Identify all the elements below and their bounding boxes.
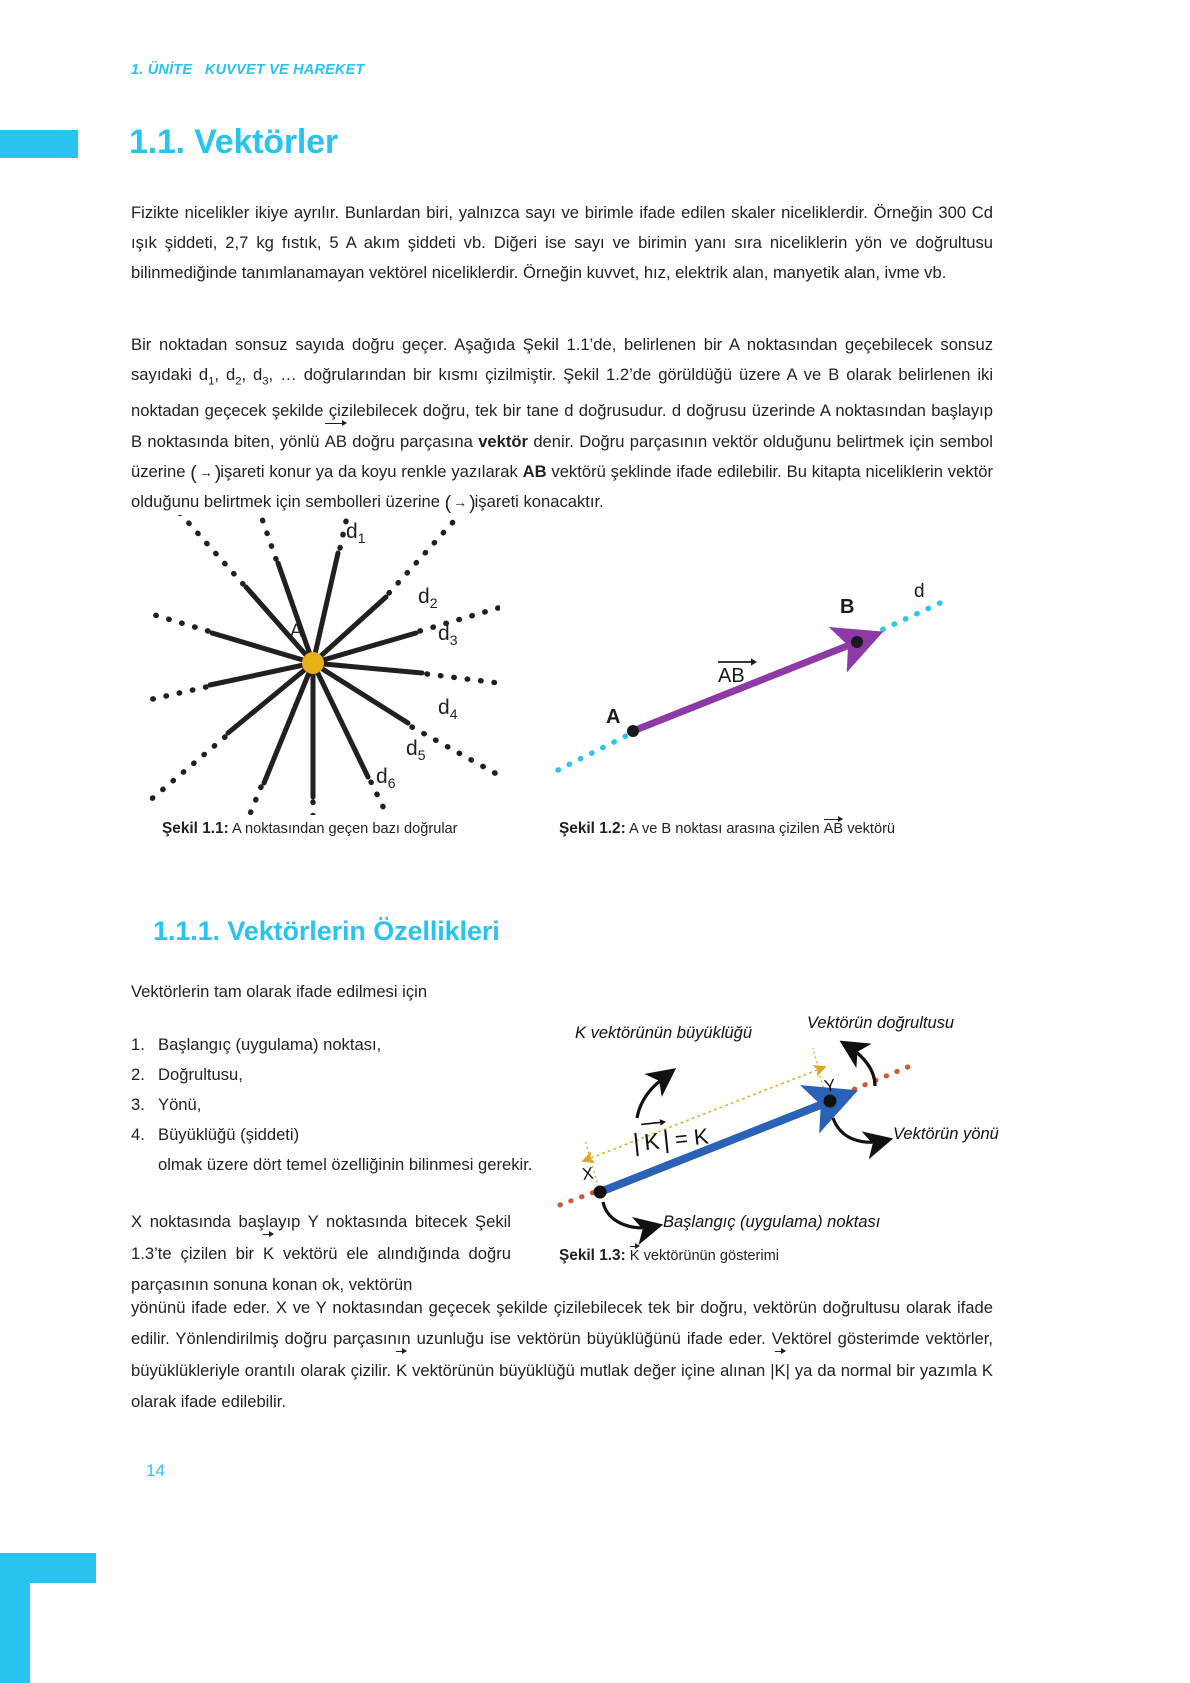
vector-k-inline-3: K: [775, 1354, 786, 1386]
page-title: 1.1. Vektörler: [129, 123, 338, 161]
list-item-label: Büyüklüğü (şiddeti): [158, 1125, 300, 1144]
fig3-origin-label: Başlangıç (uygulama) noktası: [663, 1213, 881, 1231]
point-a-marker: [302, 652, 324, 674]
fig2-vector-arrow: [633, 644, 852, 731]
fig3-sense-leader-arrow: [833, 1118, 887, 1142]
fig2-caption-label: Şekil 1.2:: [559, 820, 626, 837]
fig3-caption-text: vektörünün gösterimi: [639, 1248, 780, 1264]
fig3-magnitude-expr-tail: = K: [673, 1123, 710, 1152]
fig3-point-x-label: X: [580, 1163, 595, 1184]
list-item-number: 2.: [131, 1065, 145, 1084]
list-item-number: 4.: [131, 1125, 145, 1144]
p2-bold-ab: AB: [522, 462, 547, 482]
fig1-label-d6-sub: 6: [387, 775, 396, 791]
figure-1-1-lines-through-point: [150, 515, 500, 815]
page-number: 14: [146, 1461, 165, 1480]
p5-segment-3: ya da normal bir yazımla K olarak ifade edilebilir.: [131, 1361, 994, 1411]
arrow-symbol-glyph-2: ( → ): [444, 492, 475, 515]
fig3-direction-label: Vektörün doğrultusu: [807, 1014, 955, 1032]
list-item-number: 1.: [131, 1035, 145, 1054]
vector-k-absolute-value: |K|: [770, 1361, 790, 1380]
p2-segment-9: işareti konacaktır.: [474, 492, 604, 512]
p5-segment-1: yönünü ifade eder. X ve Y noktasından geçecek şekilde çizilebilecek tek bir doğru, vektörün doğrultusu olarak ifade edilir. Yönlendirilmiş doğru parçasının uzunluğu ise vektörün büyüklüğünü ifade eder. Vektörel gösterimde vektörler, büyüklükleriyle orantılı olarak çizilir.: [131, 1298, 993, 1380]
p2-segment-5: doğru parçasına: [346, 432, 479, 452]
fig3-point-y-marker: [824, 1095, 837, 1108]
p2-segment-2: , d: [214, 365, 236, 384]
list-continuation-text: olmak üzere dört temel özelliğinin bilinmesi gerekir.: [158, 1155, 533, 1174]
vector-k-inline-1: K: [263, 1237, 274, 1269]
fig2-caption-text-a: A ve B noktası arasına çizilen: [625, 821, 824, 837]
fig2-caption-vector-ab: AB: [823, 821, 844, 837]
vector-k-paragraph-full: [131, 1292, 993, 1417]
fig1-point-a-label: A: [290, 621, 303, 642]
fig3-point-x-marker: [594, 1186, 607, 1199]
fig3-caption-label: Şekil 1.3:: [559, 1247, 626, 1264]
fig2-point-b-label: B: [840, 596, 855, 618]
svg-text:|: |: [661, 1125, 671, 1155]
figure-1-1-caption: [162, 820, 458, 838]
figure-1-2-vector-ab: [530, 565, 970, 795]
figure-1-3-caption: [559, 1247, 779, 1265]
fig1-label-d3-sub: 3: [449, 632, 458, 648]
fig2-point-a-marker: [627, 725, 639, 737]
vector-ab-inline: AB: [325, 426, 347, 457]
arrow-symbol-glyph-1: ( → ): [190, 462, 221, 485]
list-item-label: Başlangıç (uygulama) noktası,: [158, 1035, 382, 1054]
running-head: 1. ÜNİTE KUVVET VE HAREKET: [131, 62, 365, 78]
fig1-label-d3: $d_3$: [438, 622, 458, 648]
fig3-magnitude-label: K vektörünün büyüklüğü: [575, 1024, 753, 1042]
fig1-label-d1: $d_1$: [346, 520, 366, 546]
fig1-label-d2: $d_2$: [418, 585, 438, 611]
fig3-point-y-label: Y: [822, 1075, 837, 1096]
intro-paragraph: Fizikte nicelikler ikiye ayrılır. Bunlardan biri, yalnızca sayı ve birimle ifade edilen skaler niceliklerdir. Örneğin 300 Cd ışık şiddeti, 2,7 kg fıstık, 5 A akım şiddeti vb. Diğeri ise sayı ve birimin yanı sıra niceliklerin yön ve doğrultusu bilinmediğinde tanımlanamayan vektörel niceliklerdir. Örneğin kuvvet, hız, elektrik alan, manyetik alan, ivme vb.: [131, 203, 993, 282]
figure-1-3-vector-k: [545, 1000, 1005, 1245]
fig2-line-d-label: d: [914, 581, 925, 602]
fig2-caption-text-b: vektörü: [843, 821, 896, 837]
fig3-direction-leader-arrow: [845, 1044, 875, 1086]
p4-segment-1: X noktasında başlayıp Y noktasında bitecek Şekil 1.3’te çizilen bir: [131, 1212, 511, 1263]
p2-sub-2: 2: [235, 375, 242, 388]
fig1-label-d4-sub: 4: [449, 706, 458, 722]
fig3-caption-vector-k: K: [629, 1248, 640, 1264]
p2-segment-6: denir. Doğru parçasının vektör olduğunu belirtmek için sembol üzerine: [131, 432, 993, 482]
fig2-point-a-label: A: [606, 706, 621, 728]
list-item-label: Doğrultusu,: [158, 1065, 243, 1084]
p2-segment-8: vektörü şeklinde ifade edilebilir. Bu kitapta niceliklerin vektör olduğunu belirtmek için sembolleri üzerine: [131, 462, 993, 512]
fig2-vector-label: AB: [718, 665, 745, 687]
fig2-point-b-marker: [851, 636, 863, 648]
left-accent-tab: [0, 130, 78, 158]
list-item: [131, 1120, 551, 1150]
list-lead-in-paragraph: Vektörlerin tam olarak ifade edilmesi için: [131, 982, 428, 1001]
vector-properties-list: [131, 1030, 551, 1180]
corner-bracket-decoration: [0, 1553, 96, 1683]
list-item: [131, 1060, 551, 1090]
fig1-label-d5-sub: 5: [417, 747, 426, 763]
p2-sub-3: 3: [262, 375, 269, 388]
fig1-label-d6: $d_6$: [376, 765, 396, 791]
fig1-caption-text: A noktasından geçen bazı doğrular: [228, 821, 458, 837]
section-title-vector-properties: 1.1.1. Vektörlerin Özellikleri: [153, 916, 500, 946]
p4-segment-2: vektörü ele alındığında doğru parçasının sonuna konan ok, vektörün: [131, 1244, 511, 1294]
fig1-label-d4: $d_4$: [438, 696, 458, 722]
fig1-caption-label: Şekil 1.1:: [162, 820, 229, 837]
list-item-number: 3.: [131, 1095, 145, 1114]
p2-sub-1: 1: [208, 375, 215, 388]
fig3-magnitude-leader-arrow: [637, 1072, 671, 1118]
p2-segment-4: , … doğrularından bir kısmı çizilmiştir. Şekil 1.2’de görüldüğü üzere A ve B olarak belirlenen iki noktadan geçecek şekilde çizilebilecek doğru, tek bir tane d doğrusudur. d doğrusu üzerinde A noktasından başlayıp B noktasında biten, yönlü: [131, 365, 994, 452]
fig1-label-d5: $d_5$: [406, 737, 426, 763]
vector-definition-paragraph: [131, 330, 993, 517]
p2-segment-7: işareti konur ya da koyu renkle yazılarak: [220, 462, 523, 482]
list-item-label: Yönü,: [158, 1095, 202, 1114]
p2-segment-1: Bir noktadan sonsuz sayıda doğru geçer. Aşağıda Şekil 1.1’de, belirlenen bir A noktasından geçebilecek sonsuz sayıdaki d: [131, 335, 993, 384]
p5-segment-2: vektörünün büyüklüğü mutlak değer içine alınan: [407, 1361, 771, 1380]
fig3-magnitude-expr-vector: K: [642, 1127, 661, 1156]
vector-k-inline-2: K: [396, 1354, 407, 1386]
fig3-origin-leader-arrow: [603, 1202, 657, 1228]
p2-bold-vektor: vektör: [478, 432, 528, 452]
list-item: [131, 1090, 551, 1120]
figure-1-2-caption: [559, 820, 895, 838]
list-item: [131, 1030, 551, 1060]
fig1-label-d2-sub: 2: [429, 595, 438, 611]
fig1-label-d1-sub: 1: [357, 530, 366, 546]
p2-segment-3: , d: [241, 365, 263, 384]
fig3-sense-label: Vektörün yönü: [893, 1125, 999, 1143]
vector-k-paragraph-left: [131, 1206, 511, 1300]
svg-text:|: |: [631, 1128, 642, 1158]
